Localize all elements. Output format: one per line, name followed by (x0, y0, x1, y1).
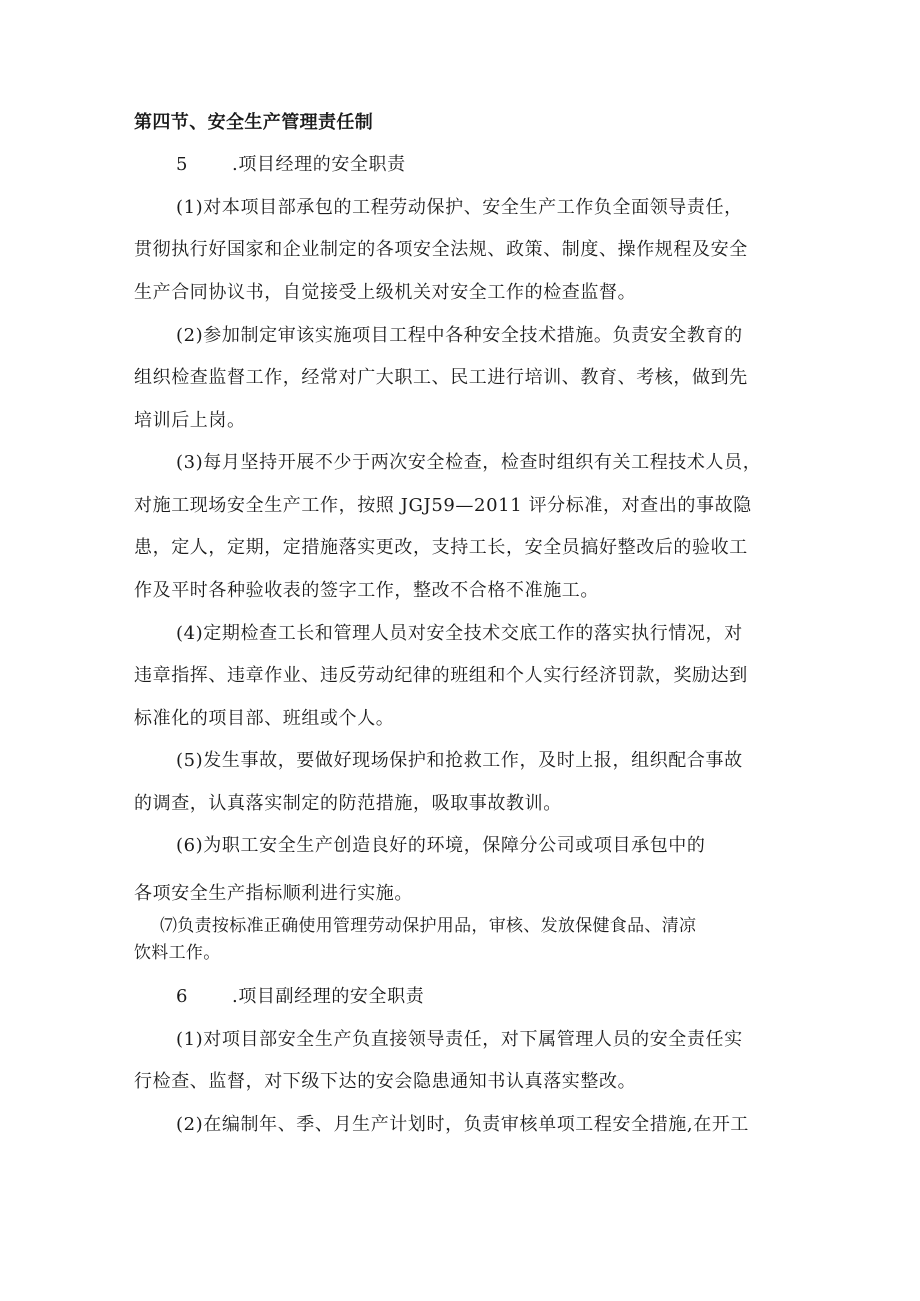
paragraph-line: (4)定期检查工长和管理人员对安全技术交底工作的落实执行情况，对 (176, 623, 743, 644)
item-5-number: 5 (176, 154, 189, 175)
paragraph-line: 作及平时各种验收表的签字工作，整改不合格不准施工。 (134, 580, 599, 601)
item-6-heading (176, 988, 424, 1006)
paragraph-line: 组织检查监督工作，经常对广大职工、民工进行培训、教育、考核，做到先 (134, 367, 748, 388)
paragraph-line: 饮料工作。 (134, 943, 221, 963)
paragraph-line: 标准化的项目部、班组或个人。 (134, 708, 395, 729)
paragraph-line: (6)为职工安全生产创造良好的环境，保障分公司或项目承包中的 (176, 835, 706, 856)
paragraph-line: 生产合同协议书，自觉接受上级机关对安全工作的检查监督。 (134, 282, 637, 303)
paragraph-line: (2)参加制定审该实施项目工程中各种安全技术措施。负责安全教育的 (176, 325, 743, 346)
item-6-title: .项目副经理的安全职责 (232, 986, 425, 1007)
paragraph-line: (3)每月坚持开展不少于两次安全检查，检查时组织有关工程技术人员， (176, 452, 762, 473)
paragraph-line: 的调查，认真落实制定的防范措施，吸取事故教训。 (134, 793, 562, 814)
paragraph-line: (5)发生事故，要做好现场保护和抢救工作，及时上报，组织配合事故 (176, 750, 743, 771)
paragraph-line: 培训后上岗。 (134, 410, 246, 431)
paragraph-line: 患，定人，定期，定措施落实更改，支持工长，安全员搞好整改后的验收工 (134, 537, 748, 558)
paragraph-line: (1)对项目部安全生产负直接领导责任，对下属管理人员的安全责任实 (176, 1029, 743, 1050)
item-5-heading (176, 156, 406, 174)
paragraph-line: 各项安全生产指标顺利进行实施。 (134, 883, 413, 904)
item-5-title: .项目经理的安全职责 (232, 154, 406, 175)
paragraph-line: ⑺负责按标准正确使用管理劳动保护用品，审核、发放保健食品、清凉 (160, 916, 697, 936)
section-title: 第四节、安全生产管理责任制 (134, 112, 374, 133)
paragraph-line: (1)对本项目部承包的工程劳动保护、安全生产工作负全面领导责任， (176, 197, 743, 218)
paragraph-line: 违章指挥、违章作业、违反劳动纪律的班组和个人实行经济罚款，奖励达到 (134, 665, 748, 686)
paragraph-line: 贯彻执行好国家和企业制定的各项安全法规、政策、制度、操作规程及安全 (134, 239, 748, 260)
paragraph-line: (2)在编制年、季、月生产计划时，负责审核单项工程安全措施,在开工 (176, 1114, 750, 1135)
paragraph-line: 对施工现场安全生产工作，按照 JGJ59—2011 评分标准，对查出的事故隐 (134, 495, 752, 516)
item-6-number: 6 (176, 986, 189, 1007)
paragraph-line: 行检查、监督，对下级下达的安会隐患通知书认真落实整改。 (134, 1071, 637, 1092)
